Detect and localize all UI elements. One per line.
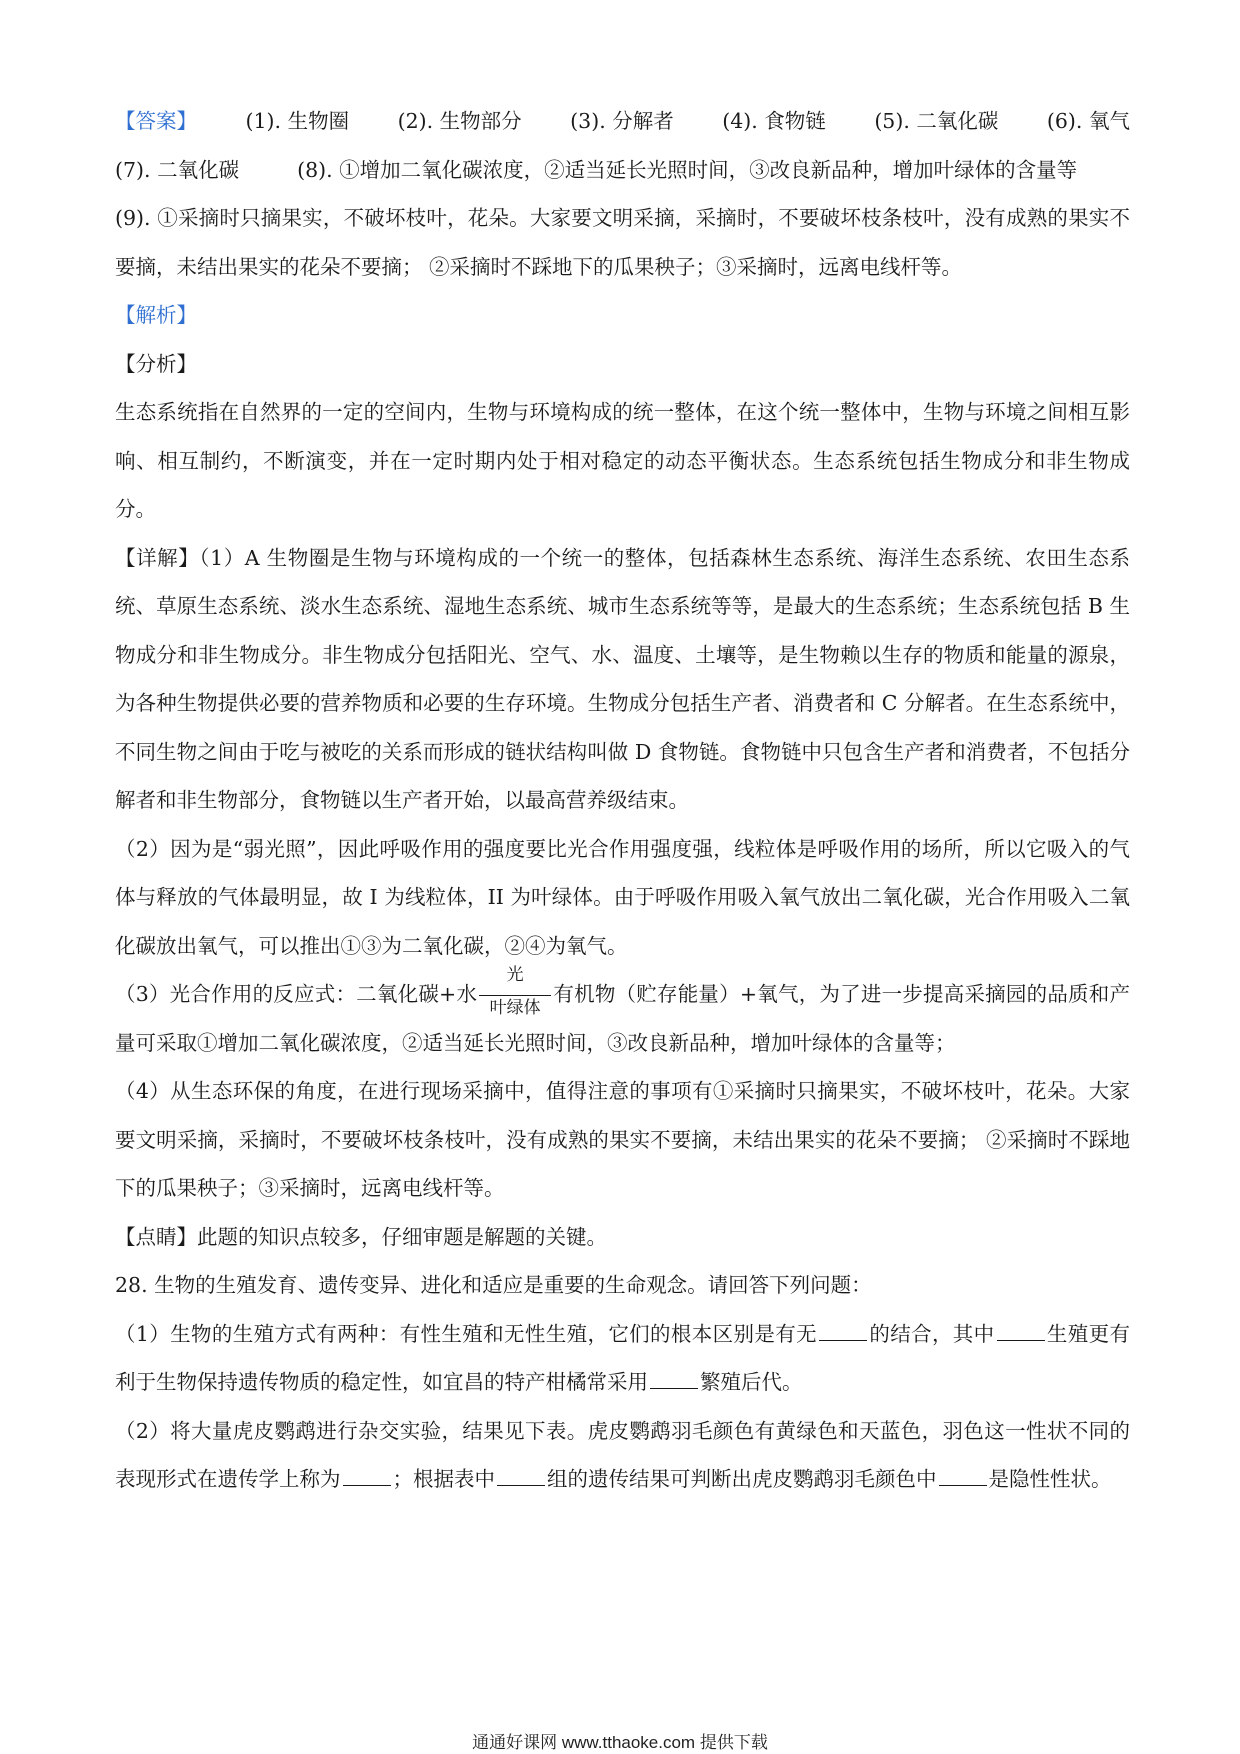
detail-tag: 【详解】 xyxy=(115,545,200,570)
detail-paragraph-3: （3）光合作用的反应式：二氧化碳+水 光 叶绿体 有机物（贮存能量）+氧气，为了进一步提高采摘园的品质和产量可采取①增加二氧化碳浓度，②适当延长光照时间，③改良新品种，增加叶绿体的含量等； xyxy=(115,964,1130,1055)
answer-item-9: (9). ①采摘时只摘果实，不破坏枝叶，花朵。大家要文明采摘，采摘时，不要破坏枝条枝叶，没有成熟的果实不要摘，未结出果实的花朵不要摘； ②采摘时不踩地下的瓜果秧子；③采摘时，远离电线杆等。 xyxy=(115,206,1130,279)
analysis-tag: 【解析】 xyxy=(115,303,197,327)
comment-tag: 【点睛】 xyxy=(115,1224,197,1249)
answer-item: (5). 二氧化碳 xyxy=(874,109,999,133)
analysis-paragraph: 生态系统指在自然界的一定的空间内，生物与环境构成的统一整体，在这个统一整体中，生物与环境之间相互影响、相互制约，不断演变，并在一定时期内处于相对稳定的动态平衡状态。生态系统包括生物成分和非生物成分。 xyxy=(115,400,1130,521)
answer-item: (7). 二氧化碳 xyxy=(115,157,240,182)
detail-paragraph-4: （4）从生态环保的角度，在进行现场采摘中，值得注意的事项有①采摘时只摘果实，不破坏枝叶，花朵。大家要文明采摘，采摘时，不要破坏枝条枝叶，没有成熟的果实不要摘，未结出果实的花朵不要摘； ②采摘时不踩地下的瓜果秧子；③采摘时，远离电线杆等。 xyxy=(115,1079,1130,1200)
answer-item: (4). 食物链 xyxy=(722,109,826,133)
answer-item: (6). 氧气 xyxy=(1046,109,1130,133)
comment-paragraph: 【点睛】此题的知识点较多，仔细审题是解题的关键。 xyxy=(115,1224,607,1249)
answer-row-2 xyxy=(115,146,1130,195)
reaction-condition-chloroplast: 叶绿体 xyxy=(489,997,541,1018)
answer-item: (1). 生物圈 xyxy=(245,109,350,133)
answer-blank[interactable] xyxy=(819,1320,867,1341)
reaction-condition-light: 光 xyxy=(506,964,524,985)
detail-paragraph-1: 【详解】（1）A 生物圈是生物与环境构成的一个统一的整体，包括森林生态系统、海洋生态系统、农田生态系统、草原生态系统、淡水生态系统、湿地生态系统、城市生态系统等等，是最大的生态系统；生态系统包括 B 生物成分和非生物成分。非生物成分包括阳光、空气、水、温度、土壤等，是生物赖以生存的物质和能量的源泉，为各种生物提供必要的营养物质和必要的生存环境。生物成分包括生产者、消费者和 C 分解者。在生态系统中，不同生物之间由于吃与被吃的关系而形成的链状结构叫做 D 食物链。食物链中只包含生产者和消费者，不包括分解者和非生物部分，食物链以生产者开始，以最高营养级结束。 xyxy=(115,545,1130,812)
answer-blank[interactable] xyxy=(997,1320,1045,1341)
answer-blank[interactable] xyxy=(343,1465,391,1486)
question-28-part-2: （2）将大量虎皮鹦鹉进行杂交实验，结果见下表。虎皮鹦鹉羽毛颜色有黄绿色和天蓝色，羽色这一性状不同的表现形式在遗传学上称为 ；根据表中 组的遗传结果可判断出虎皮鹦鹉羽毛颜色中 是隐性性状。 xyxy=(115,1418,1130,1491)
answer-row-1 xyxy=(115,97,1130,146)
answer-blank[interactable] xyxy=(650,1368,698,1389)
answer-item: (3). 分解者 xyxy=(570,109,674,133)
answer-item: (2). 生物部分 xyxy=(397,109,522,133)
question-28-stem: 28. 生物的生殖发育、遗传变异、进化和适应是重要的生命观念。请回答下列问题： xyxy=(115,1273,872,1297)
detail-paragraph-2: （2）因为是“弱光照”，因此呼吸作用的强度要比光合作用强度强，线粒体是呼吸作用的场所，所以它吸入的气体与释放的气体最明显，故 I 为线粒体，II 为叶绿体。由于呼吸作用吸入氧气放出二氧化碳，光合作用吸入二氧化碳放出氧气，可以推出①③为二氧化碳，②④为氧气。 xyxy=(115,836,1130,958)
page-footer: 通通好课网 www.tthaoke.com 提供下载 xyxy=(472,1733,768,1752)
answer-blank[interactable] xyxy=(939,1465,987,1486)
reaction-arrow xyxy=(479,964,551,1018)
answer-item: (8). ①增加二氧化碳浓度，②适当延长光照时间，③改良新品种，增加叶绿体的含量等 xyxy=(297,157,1078,182)
analysis-subtag: 【分析】 xyxy=(115,351,197,376)
document-page xyxy=(115,97,1130,1504)
answer-blank[interactable] xyxy=(497,1465,545,1486)
answer-tag: 【答案】 xyxy=(115,109,197,133)
question-28-part-1: （1）生物的生殖方式有两种：有性生殖和无性生殖，它们的根本区别是有无 的结合，其中 生殖更有利于生物保持遗传物质的稳定性，如宜昌的特产柑橘常采用 繁殖后代。 xyxy=(115,1321,1131,1394)
